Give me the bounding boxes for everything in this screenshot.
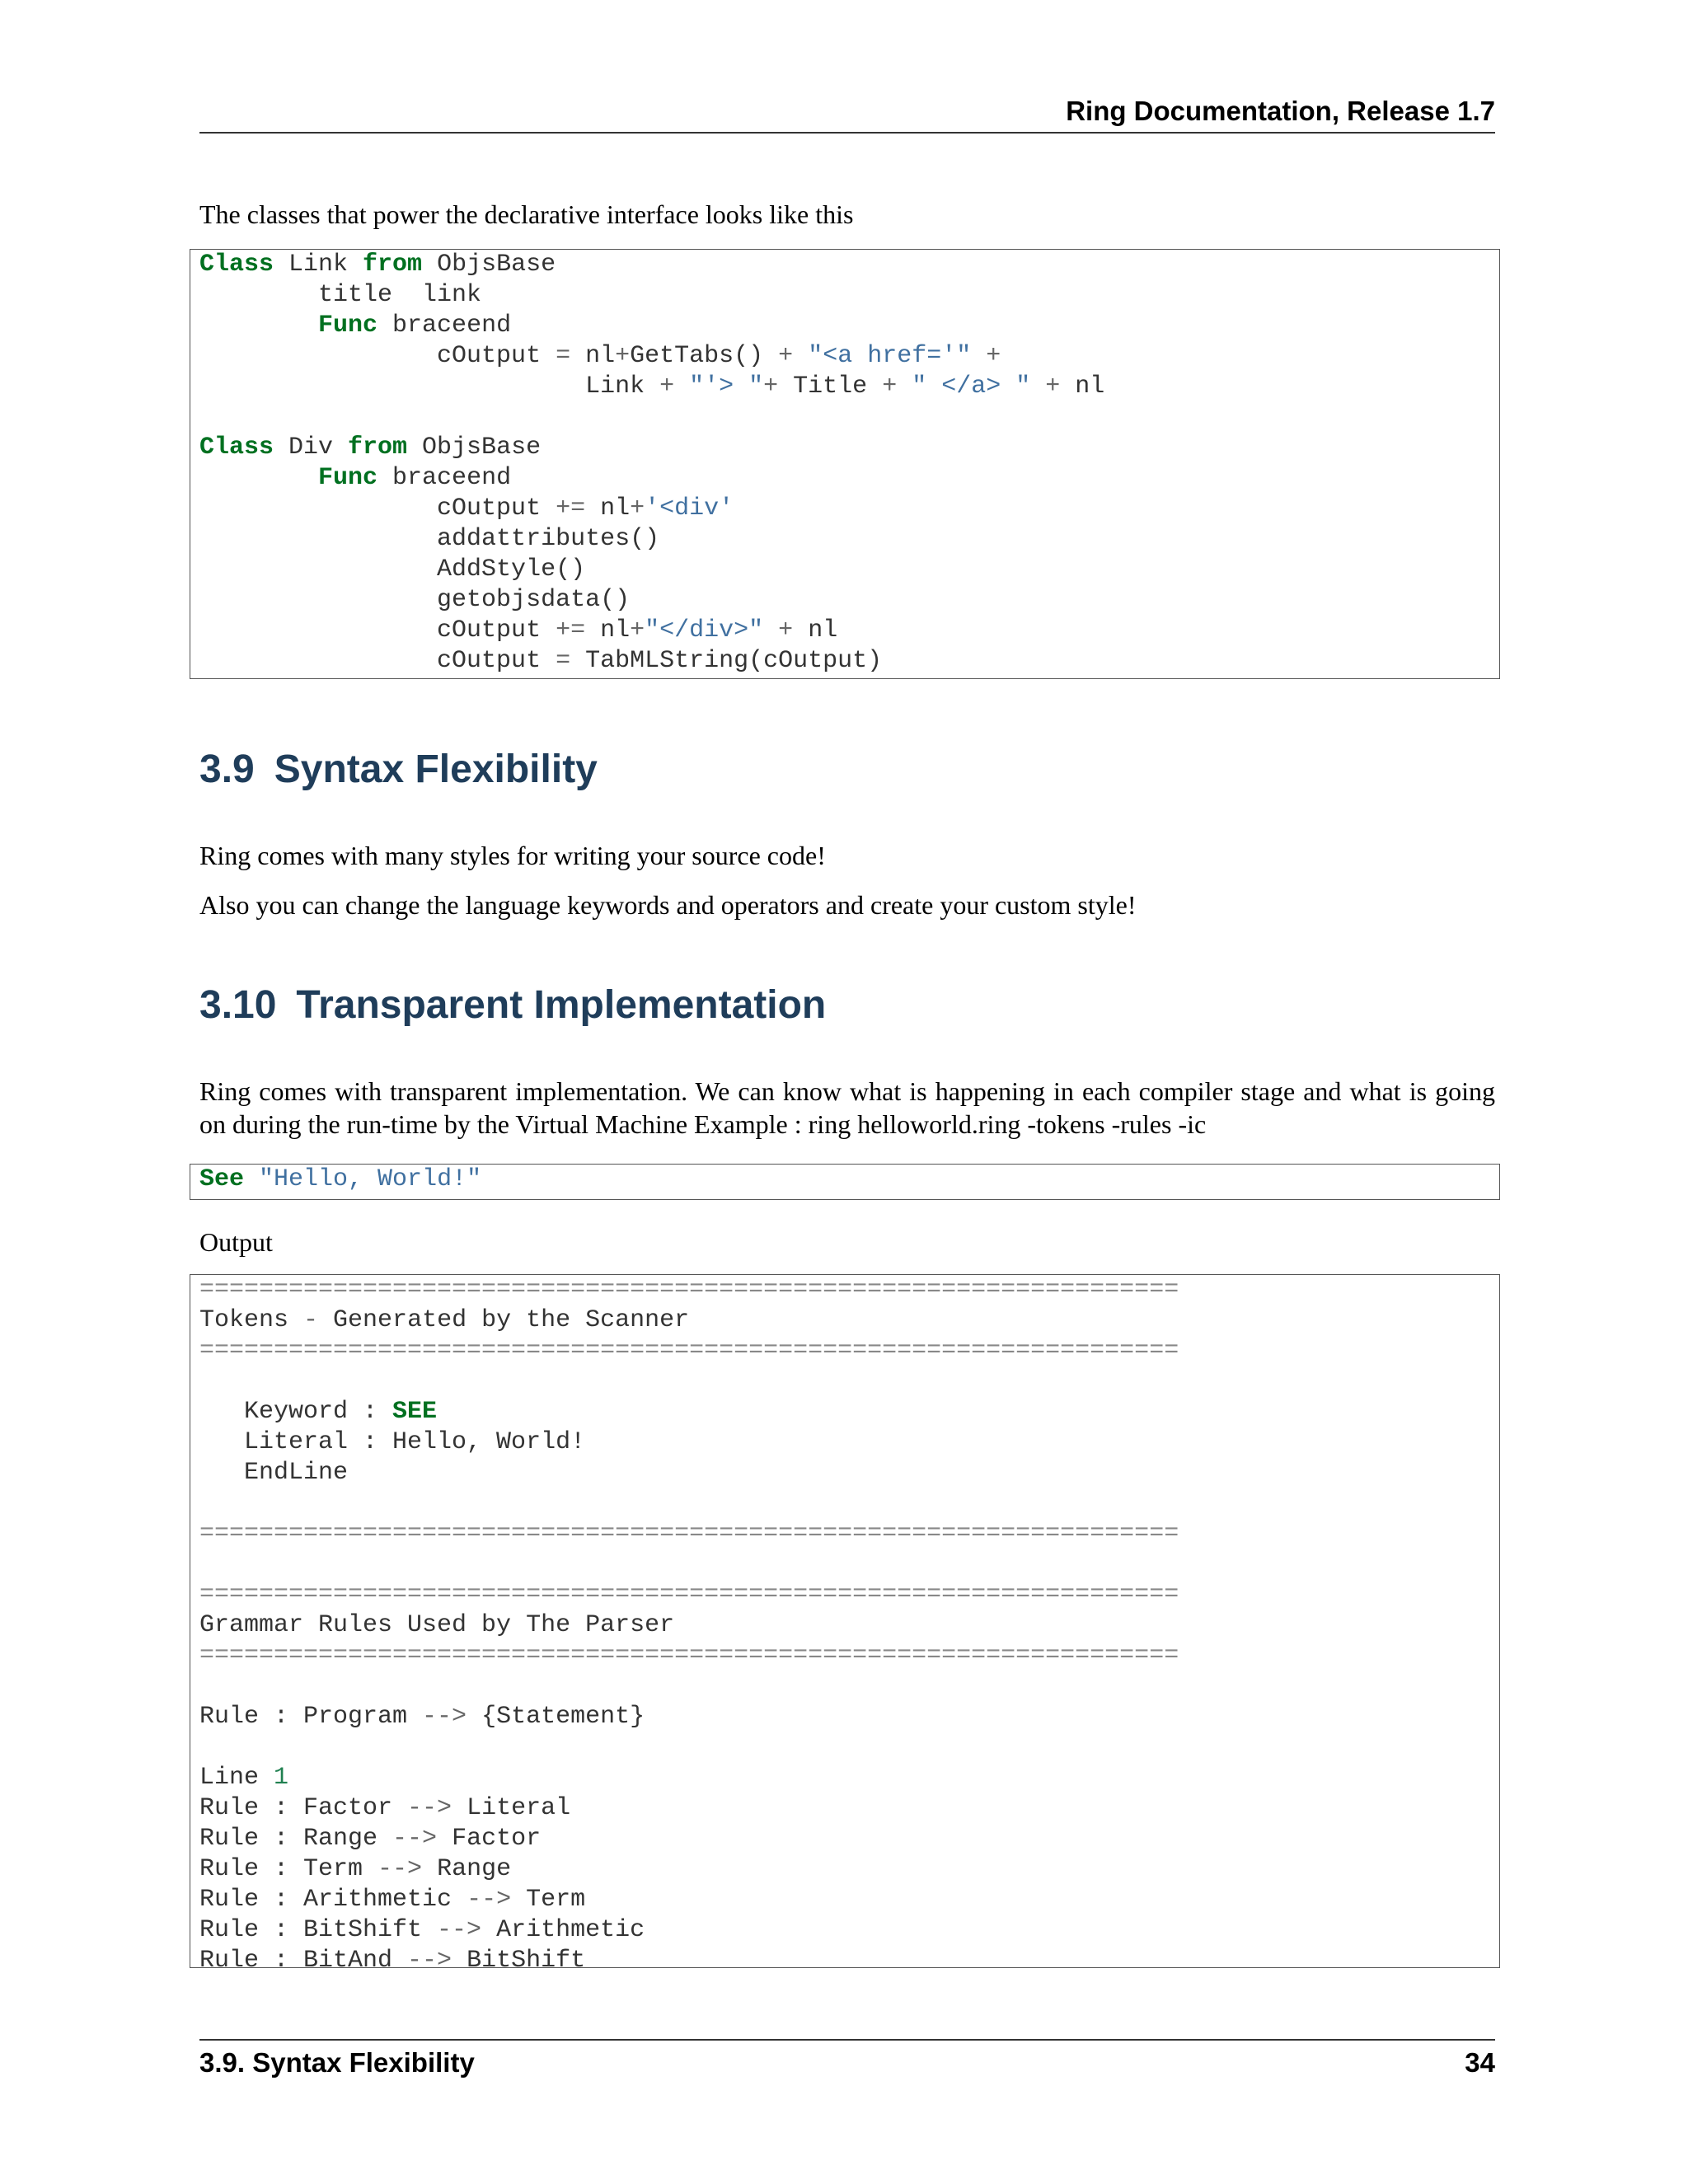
section-number: 3.10: [199, 983, 277, 1027]
footer-section: 3.9. Syntax Flexibility: [199, 2047, 475, 2078]
code-token: +=: [556, 616, 586, 644]
code-line: [199, 1703, 645, 1731]
code-token: =: [556, 342, 571, 370]
code-token: =: [556, 647, 571, 675]
code-token: Func: [318, 312, 378, 340]
code-line: [199, 1459, 348, 1487]
code-line: [199, 555, 585, 583]
code-token: Tokens: [199, 1306, 304, 1334]
section-number: 3.9: [199, 748, 255, 791]
code-line: [199, 1398, 437, 1426]
code-token: ==================================================================: [199, 1520, 1179, 1548]
syntax-paragraph-1: Ring comes with many styles for writing your source code!: [199, 841, 826, 870]
code-token: +: [630, 494, 645, 523]
code-token: BitShift: [452, 1947, 586, 1968]
code-token: +: [882, 373, 898, 401]
code-token: [244, 1165, 259, 1193]
code-token: Link: [199, 373, 660, 401]
transparent-paragraph: Ring comes with transparent implementation. We can know what is happening in each compiler stage and what is going on during the run-time by the Virtual Machine Example : ring helloworld.ring -tokens -rules -ic: [199, 1076, 1495, 1139]
code-token: ==================================================================: [199, 1642, 1179, 1670]
code-token: " </a> ": [912, 373, 1031, 401]
code-token: [674, 373, 689, 401]
code-line: [199, 312, 511, 340]
code-token: Rule : BitAnd: [199, 1947, 408, 1968]
code-token: nl: [585, 494, 631, 523]
code-line: [199, 525, 659, 553]
code-line: [199, 281, 481, 309]
code-token: Rule : BitShift: [199, 1916, 438, 1944]
code-block-hello-world: [190, 1164, 1500, 1200]
code-token: nl: [585, 616, 631, 644]
section-title: Transparent Implementation: [296, 983, 827, 1027]
code-token: Div: [274, 434, 349, 462]
code-token: ==================================================================: [199, 1337, 1179, 1365]
code-line: [199, 342, 1001, 370]
code-token: title link: [199, 281, 482, 309]
code-token: [199, 312, 318, 340]
code-token: Func: [318, 464, 378, 492]
code-line: [199, 1947, 585, 1968]
code-token: AddStyle(): [199, 555, 586, 583]
code-token: "Hello, World!": [259, 1165, 482, 1193]
code-token: ==================================================================: [199, 1276, 1179, 1304]
code-token: "'> ": [689, 373, 764, 401]
code-token: 1: [274, 1764, 289, 1792]
code-line: [199, 1428, 585, 1456]
code-token: cOutput: [199, 647, 556, 675]
code-line: [199, 434, 541, 462]
code-line: [199, 1337, 1179, 1365]
syntax-paragraph-2: Also you can change the language keywords and operators and create your custom style!: [199, 890, 1137, 920]
intro-paragraph: The classes that power the declarative interface looks like this: [199, 199, 854, 229]
code-token: -->: [437, 1916, 482, 1944]
code-token: nl: [793, 616, 838, 644]
code-token: cOutput: [199, 494, 556, 523]
code-token: Keyword :: [199, 1398, 393, 1426]
code-token: "</div>": [645, 616, 764, 644]
code-token: Line: [199, 1764, 274, 1792]
code-token: Range: [422, 1855, 512, 1883]
running-header: Ring Documentation, Release 1.7: [199, 92, 1495, 134]
footer-page-number: 34: [1465, 2047, 1495, 2078]
code-line: [199, 1306, 689, 1334]
code-token: Factor: [437, 1825, 542, 1853]
code-token: See: [199, 1165, 245, 1193]
code-token: Literal : Hello, World!: [199, 1428, 586, 1456]
code-token: Link: [274, 251, 363, 279]
footer-rule: [199, 2039, 1495, 2041]
code-token: "<a href='": [808, 342, 972, 370]
code-token: EndLine: [199, 1459, 349, 1487]
code-token: [793, 342, 808, 370]
section-heading-transparent-implementation: [199, 981, 826, 1030]
code-token: nl: [570, 342, 616, 370]
code-token: [971, 342, 986, 370]
code-token: ==================================================================: [199, 1581, 1179, 1609]
code-token: braceend: [377, 464, 512, 492]
code-token: Rule : Program: [199, 1703, 423, 1731]
code-token: [199, 464, 318, 492]
code-token: +: [778, 342, 794, 370]
code-token: +: [778, 616, 794, 644]
code-token: TabMLString(cOutput): [570, 647, 883, 675]
code-token: +: [1045, 373, 1061, 401]
code-token: from: [363, 251, 423, 279]
code-token: [1030, 373, 1045, 401]
code-line: [199, 1276, 1179, 1304]
code-token: +: [986, 342, 1001, 370]
code-token: Term: [511, 1886, 586, 1914]
code-token: braceend: [377, 312, 512, 340]
code-line: [199, 647, 882, 675]
code-token: +: [659, 373, 675, 401]
code-line: [199, 616, 837, 644]
code-line: [199, 1886, 585, 1914]
code-token: Literal: [452, 1794, 571, 1822]
code-token: '<div': [645, 494, 734, 523]
code-token: Rule : Factor: [199, 1794, 408, 1822]
code-line: [199, 494, 734, 523]
code-token: [763, 616, 778, 644]
code-token: Class: [199, 251, 274, 279]
code-token: Class: [199, 434, 274, 462]
code-token: +: [630, 616, 645, 644]
code-token: -->: [377, 1855, 423, 1883]
code-block-output: [190, 1274, 1500, 1968]
code-line: [199, 251, 556, 279]
code-listing: [190, 250, 1499, 677]
code-token: GetTabs(): [630, 342, 779, 370]
code-token: Arithmetic: [481, 1916, 645, 1944]
code-listing: [190, 1275, 1499, 1968]
code-token: +=: [556, 494, 586, 523]
code-token: nl: [1060, 373, 1105, 401]
code-token: cOutput: [199, 616, 556, 644]
code-token: from: [348, 434, 408, 462]
code-line: [199, 586, 630, 614]
code-token: -->: [422, 1703, 467, 1731]
code-line: [199, 1825, 541, 1853]
code-line: [199, 1581, 1179, 1609]
code-token: cOutput: [199, 342, 556, 370]
code-line: [199, 1642, 1179, 1670]
code-token: Rule : Arithmetic: [199, 1886, 467, 1914]
code-token: ObjsBase: [422, 251, 556, 279]
code-token: +: [763, 373, 779, 401]
code-token: -->: [467, 1886, 512, 1914]
code-token: Grammar Rules Used by The Parser: [199, 1611, 675, 1639]
code-token: [897, 373, 912, 401]
code-token: -->: [392, 1825, 438, 1853]
code-line: [199, 1764, 288, 1792]
code-token: {Statement}: [467, 1703, 645, 1731]
code-token: addattributes(): [199, 525, 660, 553]
output-label: Output: [199, 1227, 273, 1257]
code-line: [199, 1520, 1179, 1548]
code-token: Rule : Term: [199, 1855, 378, 1883]
section-heading-syntax-flexibility: [199, 745, 598, 794]
code-token: -->: [407, 1794, 452, 1822]
code-line: [199, 1611, 674, 1639]
code-token: ObjsBase: [407, 434, 542, 462]
code-token: Rule : Range: [199, 1825, 393, 1853]
code-line: [199, 1916, 645, 1944]
code-token: Title: [778, 373, 883, 401]
code-line: [199, 464, 511, 492]
code-token: -: [303, 1306, 319, 1334]
code-token: -->: [407, 1947, 452, 1968]
code-line: [199, 1794, 570, 1822]
code-line: [199, 373, 1104, 401]
code-line: [199, 1855, 511, 1883]
code-block-classes: [190, 249, 1500, 679]
code-token: +: [615, 342, 631, 370]
code-token: Generated by the Scanner: [318, 1306, 690, 1334]
code-listing: [190, 1165, 1499, 1195]
section-title: Syntax Flexibility: [274, 748, 598, 791]
code-line: [199, 1165, 481, 1193]
code-token: SEE: [392, 1398, 438, 1426]
code-token: getobjsdata(): [199, 586, 631, 614]
